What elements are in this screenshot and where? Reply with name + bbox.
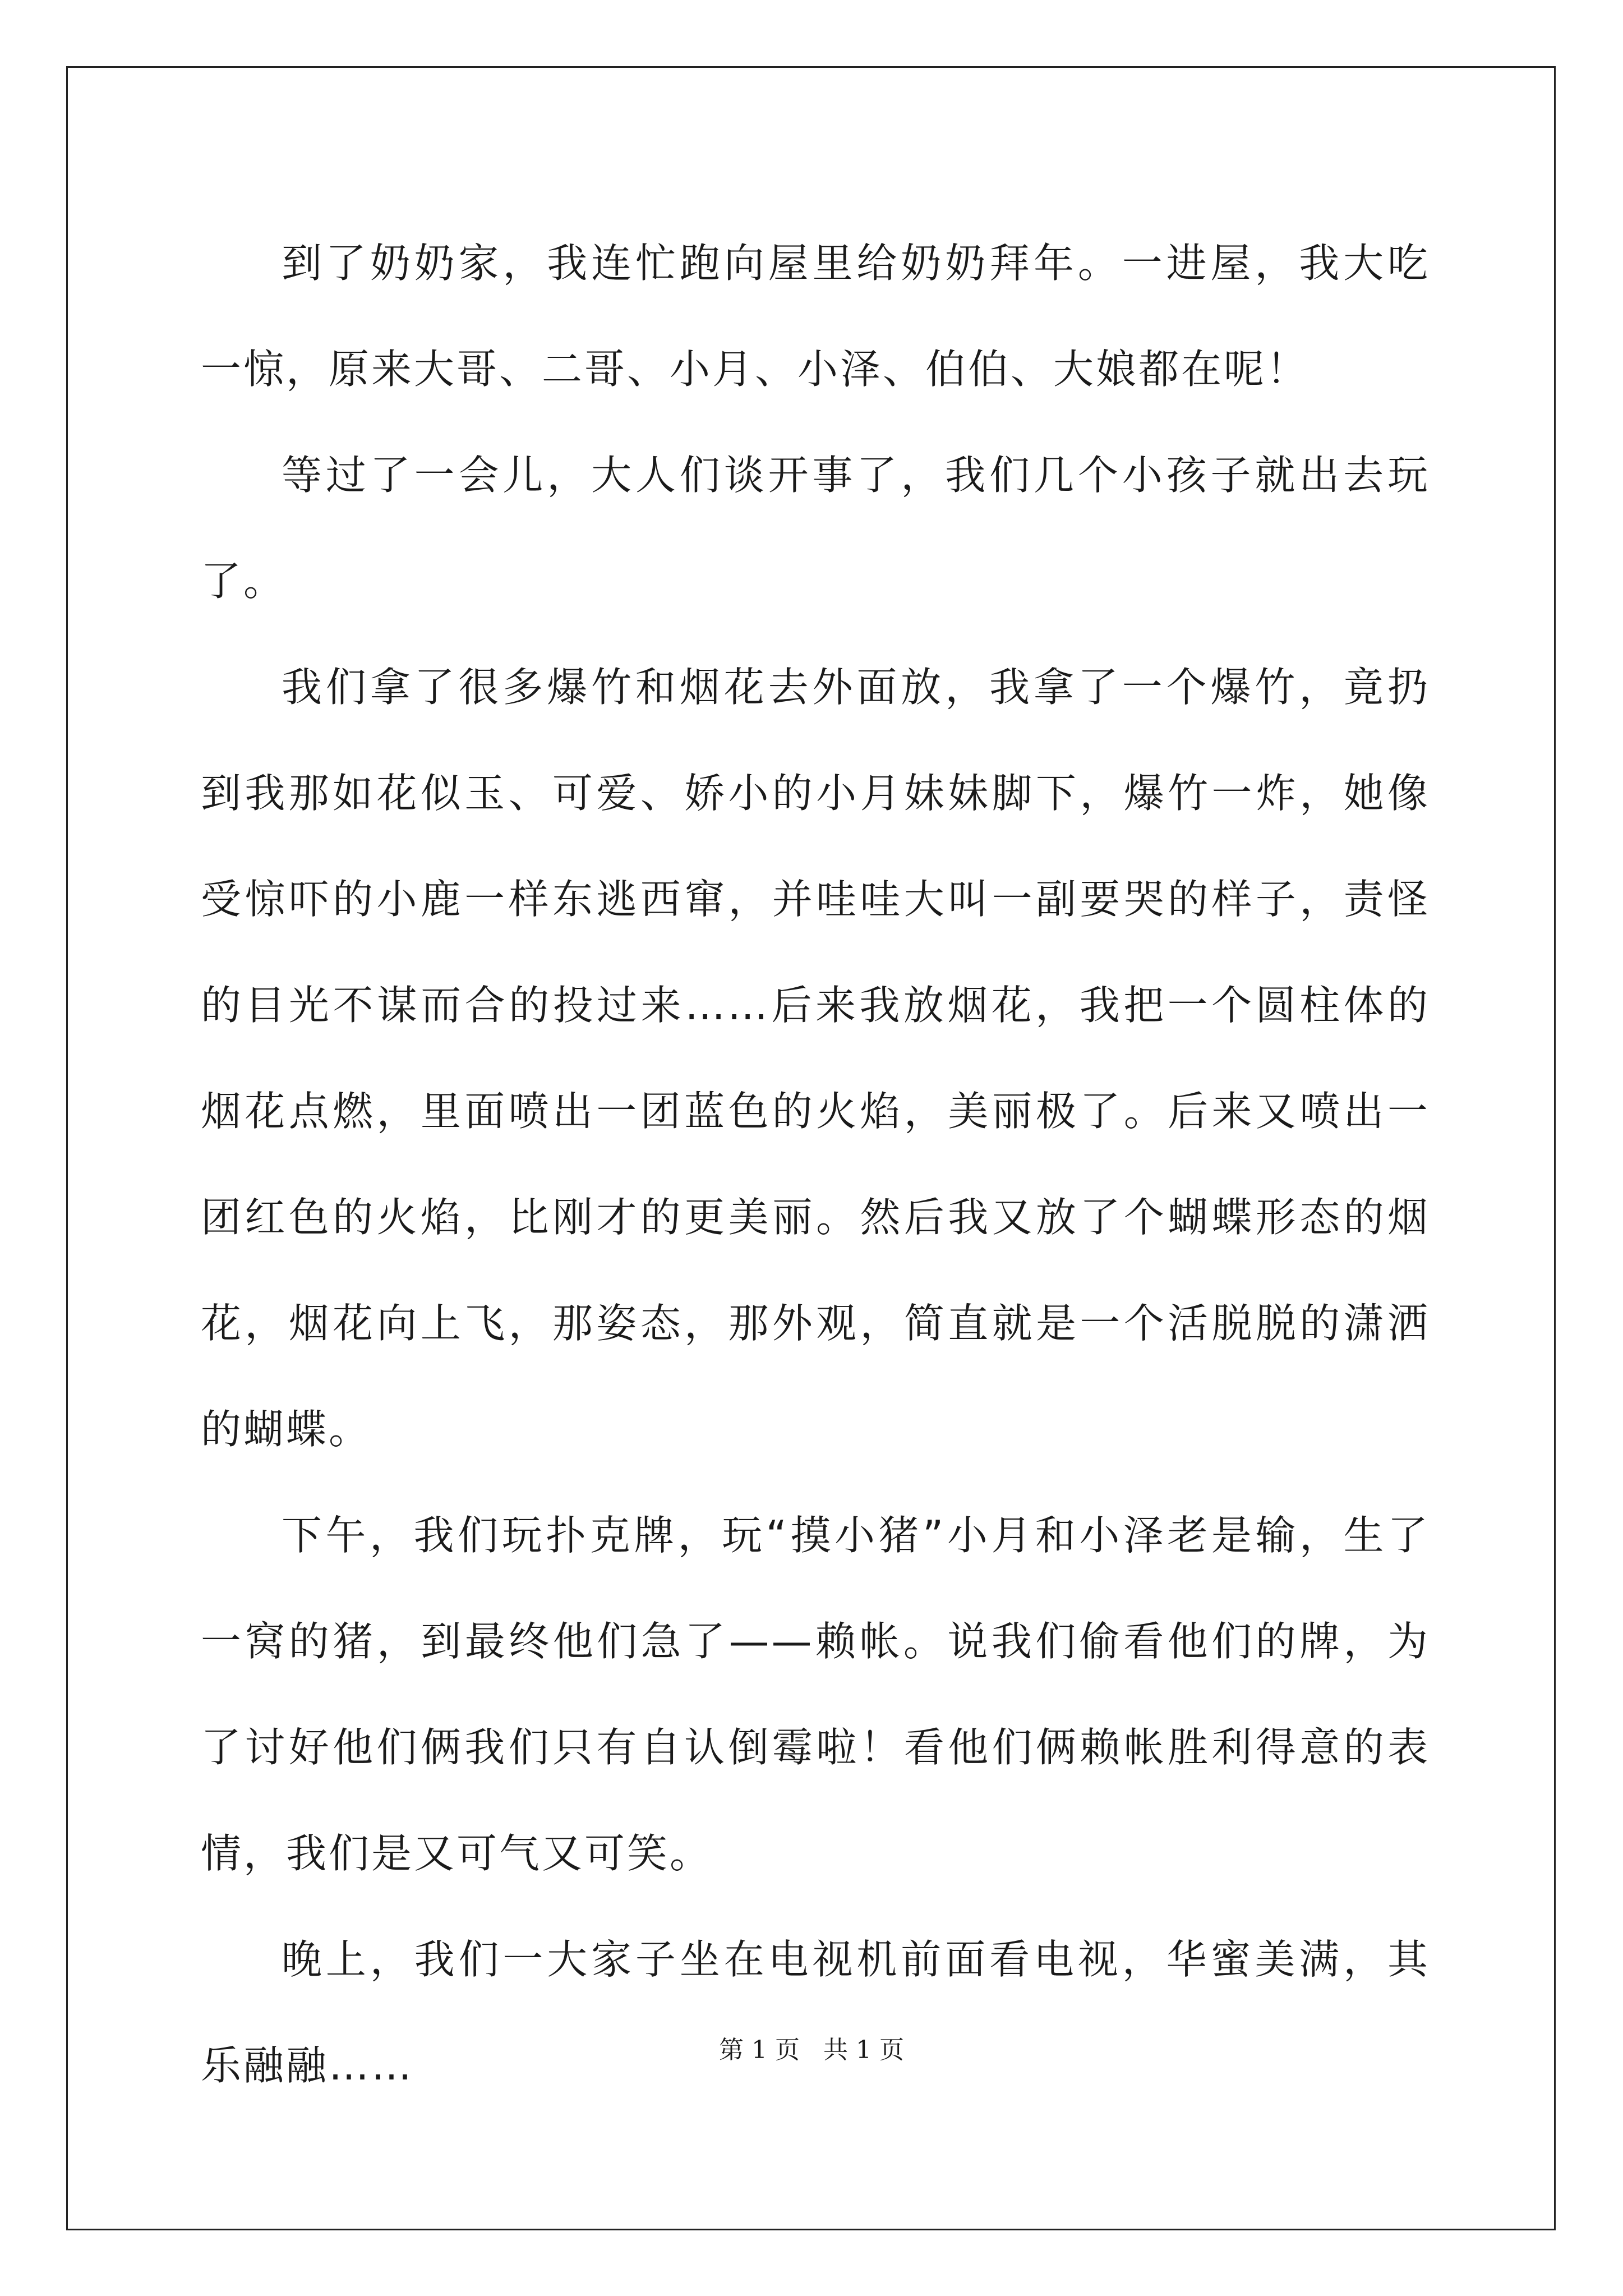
document-body xyxy=(201,210,1430,2119)
page-number-footer: 第 1 页 共 1 页 xyxy=(719,2036,904,2064)
paragraph: 下午，我们玩扑克牌，玩“摸小猪”小月和小泽老是输，生了一窝的猪，到最终他们急了——赖帐。说我们偷看他们的牌，为了讨好他们俩我们只有自认倒霉啦！看他们俩赖帐胜利得意的表情，我们是又可气又可笑。 xyxy=(201,1512,1430,1877)
paragraph: 晚上，我们一大家子坐在电视机前面看电视，华蜜美满，其乐融融…… xyxy=(201,1936,1430,2089)
paragraph: 等过了一会儿，大人们谈开事了，我们几个小孩子就出去玩了。 xyxy=(201,452,1430,605)
paragraph: 到了奶奶家，我连忙跑向屋里给奶奶拜年。一进屋，我大吃一惊，原来大哥、二哥、小月、小泽、伯伯、大娘都在呢！ xyxy=(201,240,1430,393)
paragraph: 我们拿了很多爆竹和烟花去外面放，我拿了一个爆竹，竟扔到我那如花似玉、可爱、娇小的小月妹妹脚下，爆竹一炸，她像受惊吓的小鹿一样东逃西窜，并哇哇大叫一副要哭的样子，责怪的目光不谋而合的投过来……后来我放烟花，我把一个圆柱体的烟花点燃，里面喷出一团蓝色的火焰，美丽极了。后来又喷出一团红色的火焰，比刚才的更美丽。然后我又放了个蝴蝶形态的烟花，烟花向上飞，那姿态，那外观，简直就是一个活脱脱的潇洒的蝴蝶。 xyxy=(201,664,1430,1453)
